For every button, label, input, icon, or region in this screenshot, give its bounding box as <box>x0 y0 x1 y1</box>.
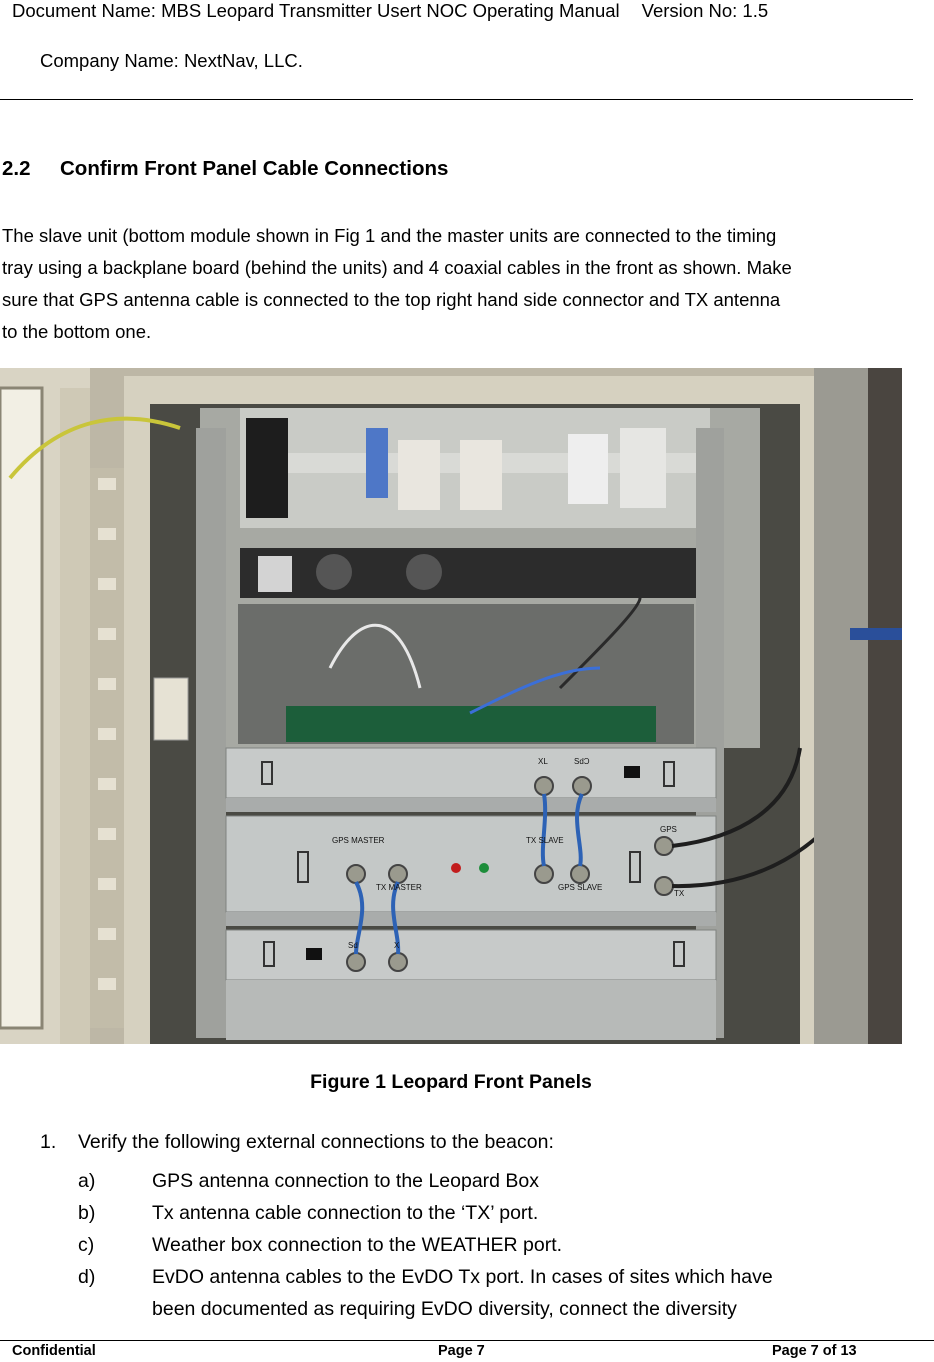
label-tx-master: TX MASTER <box>376 883 422 892</box>
sub-item-text: GPS antenna connection to the Leopard Box <box>152 1170 540 1192</box>
sub-item-letter: d) <box>78 1266 96 1288</box>
label-tx-slave: TX SLAVE <box>526 836 564 845</box>
label-gps-top: SdƆ <box>574 757 590 766</box>
paragraph-line: to the bottom one. <box>2 321 152 342</box>
footer-divider <box>0 1340 934 1341</box>
section-heading <box>2 157 448 181</box>
label-bottom-b: X <box>394 941 400 950</box>
label-gps-master: GPS MASTER <box>332 836 385 845</box>
document-name: Document Name: MBS Leopard Transmitter Usert NOC Operating Manual <box>12 0 620 21</box>
sub-list-item <box>78 1165 773 1197</box>
footer-page-number: Page 7 <box>438 1343 485 1359</box>
sub-item-text: Weather box connection to the WEATHER port. <box>152 1234 563 1256</box>
version-number: Version No: 1.5 <box>641 0 769 21</box>
leopard-front-panels-photo <box>0 368 902 1044</box>
header-divider <box>0 99 913 100</box>
figure-caption: Figure 1 Leopard Front Panels <box>310 1071 592 1093</box>
sub-item-letter: b) <box>78 1202 96 1224</box>
section-title: Confirm Front Panel Cable Connections <box>60 157 449 180</box>
sub-item-letter: a) <box>78 1170 96 1192</box>
list-item-text: Verify the following external connections to the beacon: <box>78 1131 554 1153</box>
section-number: 2.2 <box>2 157 31 180</box>
list-item <box>40 1131 554 1154</box>
sub-item-text-continued: been documented as requiring EvDO diversity, connect the diversity <box>152 1298 737 1320</box>
footer-confidential: Confidential <box>12 1343 96 1359</box>
label-bottom-a: Sd <box>348 941 358 950</box>
sub-item-letter: c) <box>78 1234 95 1256</box>
company-name: Company Name: NextNav, LLC. <box>40 50 303 71</box>
list-item-number: 1. <box>40 1131 57 1153</box>
label-gps-slave: GPS SLAVE <box>558 883 603 892</box>
sub-list-item <box>78 1197 773 1229</box>
label-tx-top: XL <box>538 757 548 766</box>
sub-list-item <box>78 1261 773 1325</box>
paragraph-line: sure that GPS antenna cable is connected to the top right hand side connector and TX antenna <box>2 289 781 310</box>
sub-list <box>78 1165 773 1325</box>
label-gps: GPS <box>660 825 677 834</box>
label-tx: TX <box>674 889 685 898</box>
sub-item-text: Tx antenna cable connection to the ‘TX’ port. <box>152 1202 539 1224</box>
body-paragraph <box>2 220 902 348</box>
footer-page-count: Page 7 of 13 <box>772 1343 857 1359</box>
paragraph-line: tray using a backplane board (behind the units) and 4 coaxial cables in the front as shown. Make <box>2 257 792 278</box>
paragraph-line: The slave unit (bottom module shown in Fig 1 and the master units are connected to the timing <box>2 225 777 246</box>
sub-item-text: EvDO antenna cables to the EvDO Tx port. In cases of sites which have <box>152 1266 773 1288</box>
document-header <box>12 0 768 22</box>
sub-list-item <box>78 1229 773 1261</box>
